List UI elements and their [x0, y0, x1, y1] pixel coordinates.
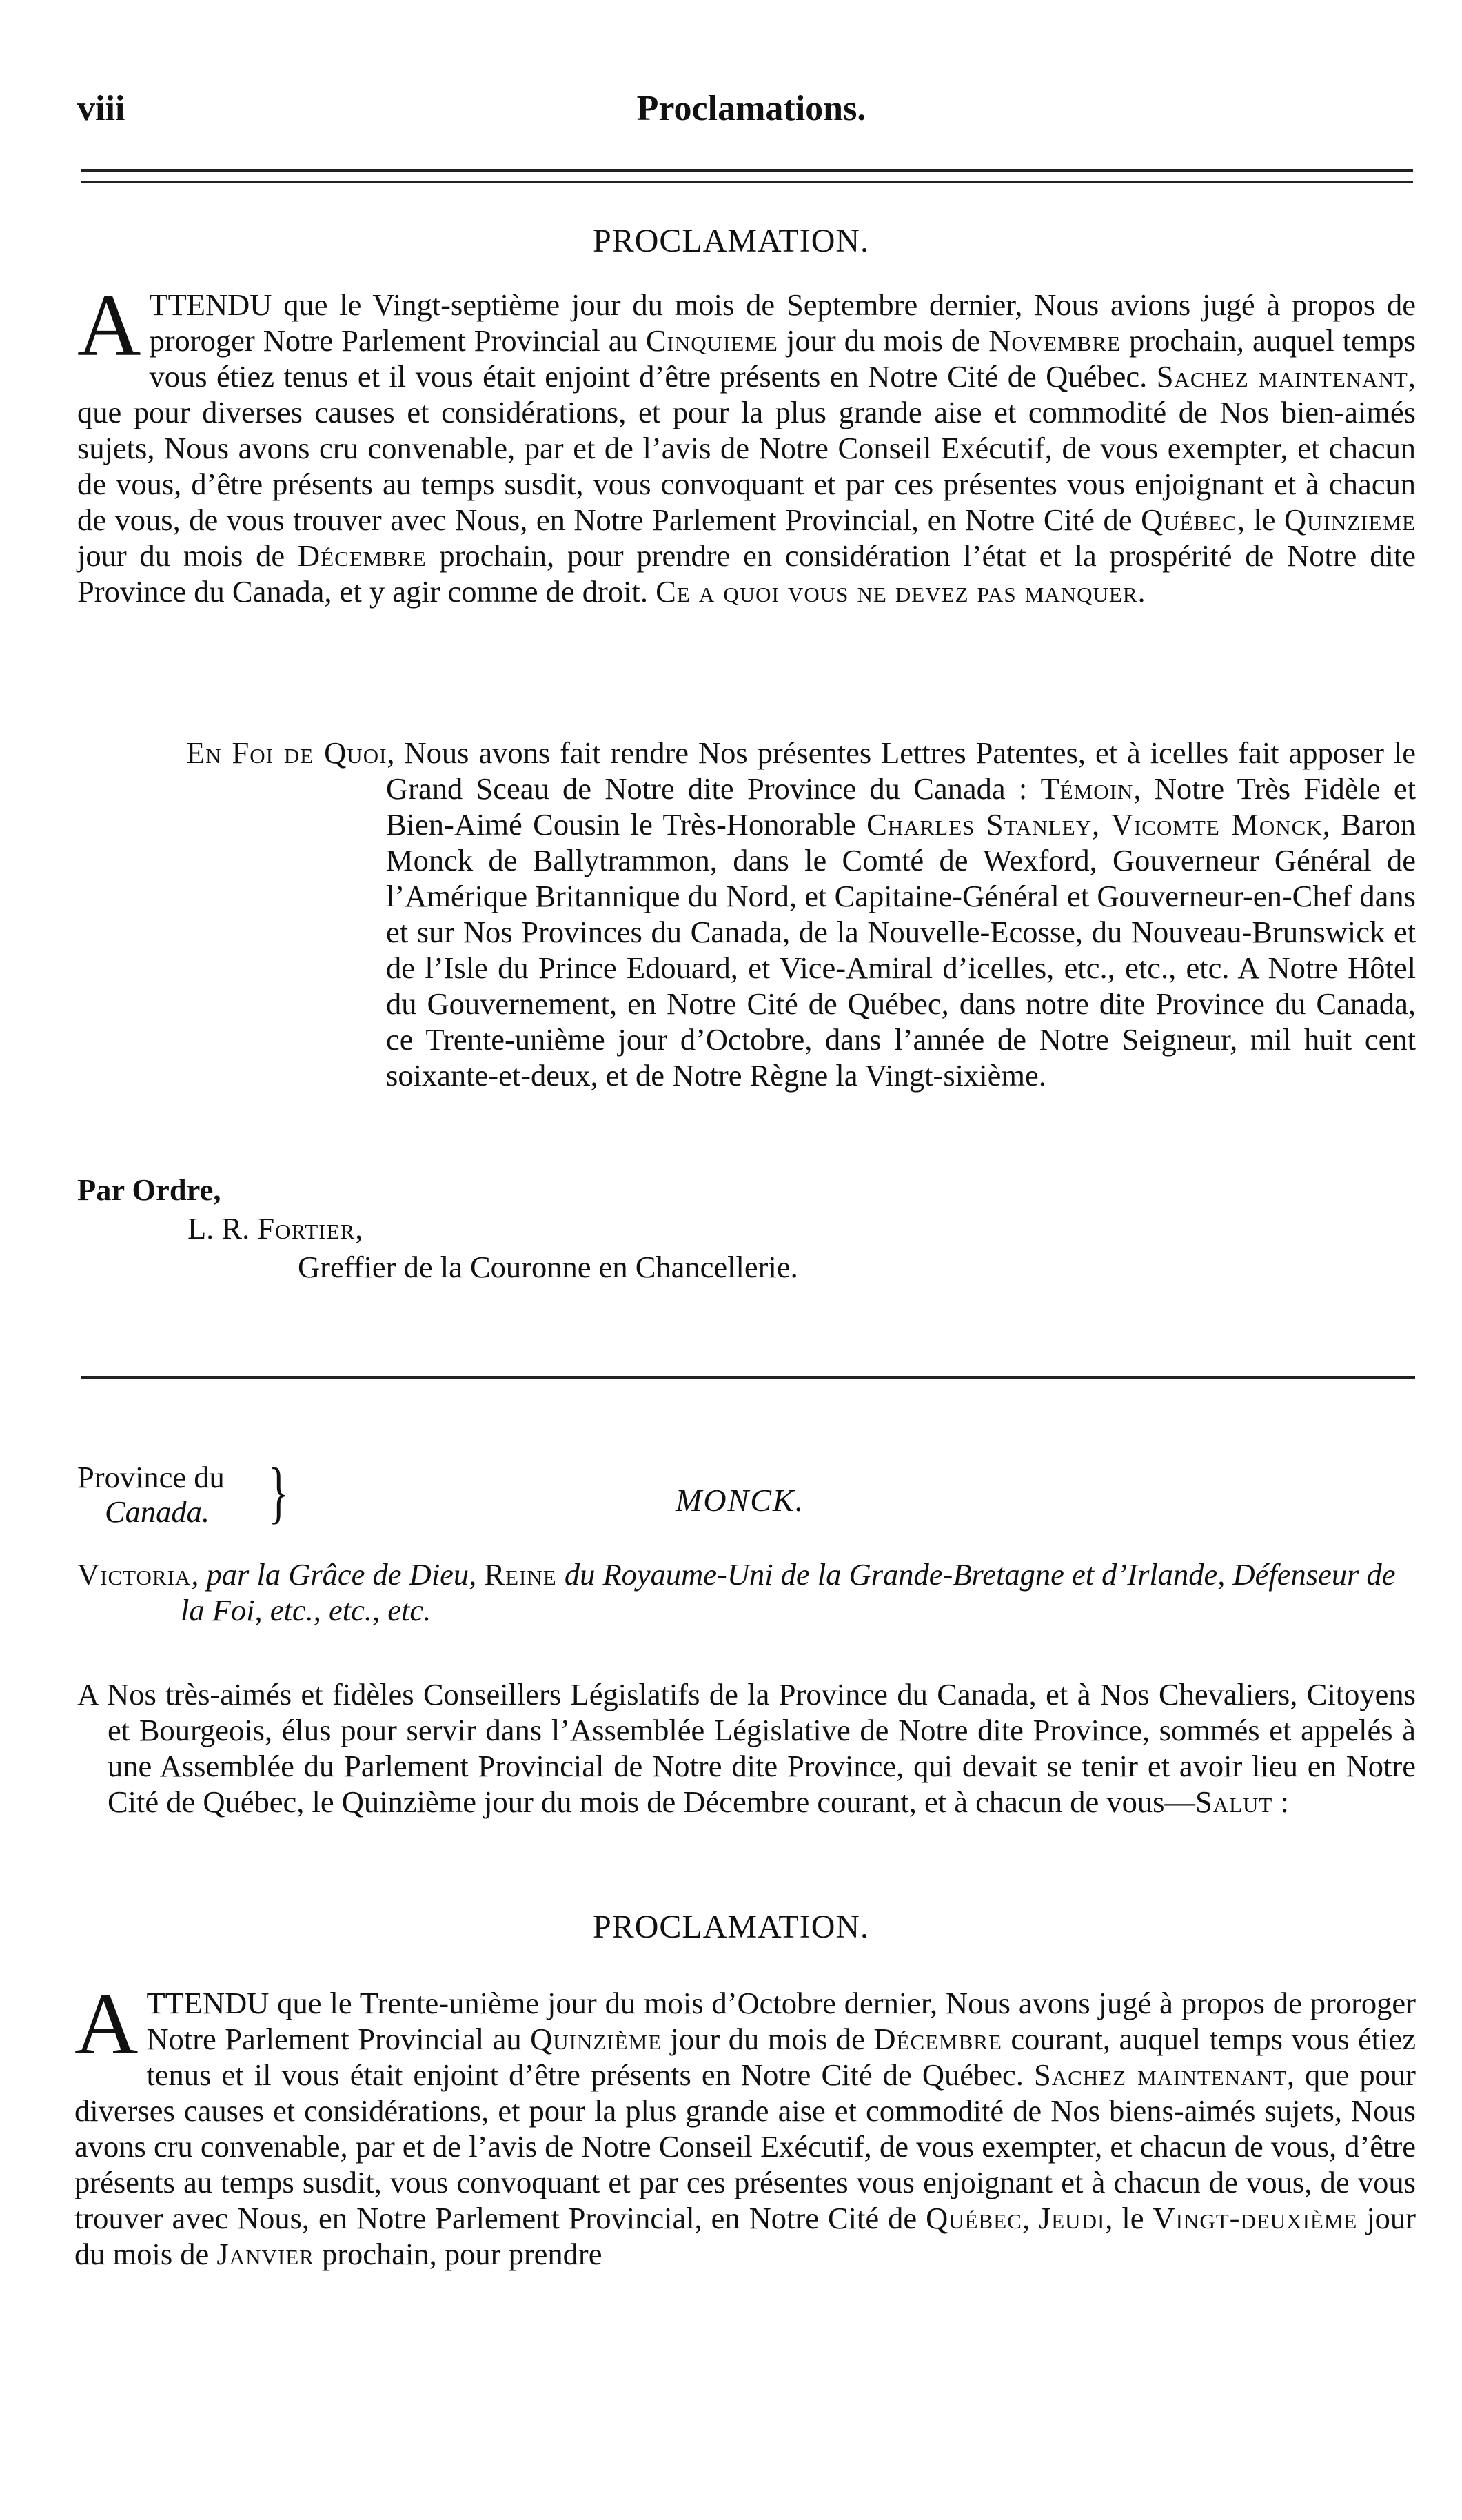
proclamation-body: ATTENDU que le Vingt-septième jour du mois de Septembre dernier, Nous avions jugé à propos de proroger Notre Parlement Provincial au Cinquieme jour du mois de Novembre prochain, auquel temps vous étiez tenus et il vous était enjoint d’être présents en Notre Cité de Québec. Sachez maintenant, que pour diverses causes et considérations, et pour la plus grande aise et commodité de Nos bien-aimés sujets, Nous avons cru convenable, par et de l’avis de Notre Conseil Exécutif, de vous exempter, et chacun de vous, d’être présents au temps susdit, vous convoquant et par ces présentes vous enjoignant et à chacun de vous, de vous trouver avec Nous, en Notre Parlement Provincial, en Notre Cité de Québec, le Quinzieme jour du mois de Décembre prochain, pour prendre en considération l’état et la prospérité de Notre dite Province du Canada, et y agir comme de droit. Ce a quoi vous ne devez pas manquer. [77, 276, 1416, 609]
header-rule-bottom [81, 181, 1413, 183]
page-number: viii [77, 89, 125, 128]
proclamation-heading-2: PROCLAMATION. [592, 1909, 870, 1945]
proclamation-heading: PROCLAMATION. [592, 223, 870, 259]
sovereign-title: Victoria, par la Grâce de Dieu, Reine du Royaume-Uni de la Grande-Bretagne et d’Irlande, Défenseur de la Foi, etc., etc., etc. [77, 1557, 1396, 1627]
drop-cap: A [77, 276, 141, 374]
brace-icon: } [268, 1454, 289, 1530]
signer-title: Greffier de la Couronne en Chancellerie. [298, 1250, 798, 1284]
witness-clause: En Foi de Quoi, Nous avons fait rendre Nos présentes Lettres Patentes, et à icelles fait apposer le Grand Sceau de Notre dite Province du Canada : Témoin, Notre Très Fidèle et Bien-Aimé Cousin le Très-Honorable Charles Stanley, Vicomte Monck, Baron Monck de Ballytrammon, dans le Comté de Wexford, Gouverneur Général de l’Amérique Britannique du Nord, et Capitaine-Général et Gouverneur-en-Chef dans et sur Nos Provinces du Canada, de la Nouvelle-Ecosse, du Nouveau-Brunswick et de l’Isle du Prince Edouard, et Vice-Amiral d’icelles, etc., etc., etc. A Notre Hôtel du Gouvernement, en Notre Cité de Québec, dans notre dite Province du Canada, ce Trente-unième jour d’Octobre, dans l’année de Notre Seigneur, mil huit cent soixante-et-deux, et de Notre Règne la Vingt-sixième. [186, 735, 1416, 1093]
signer: L. R. Fortier, [187, 1211, 364, 1246]
drop-cap-2: A [74, 1975, 139, 2073]
governor-name: MONCK. [676, 1483, 805, 1518]
witness-lead: En Foi de Quoi [186, 735, 387, 770]
section-divider [81, 1376, 1415, 1379]
par-ordre: Par Ordre, [77, 1172, 221, 1207]
province-label: Province du Canada. [77, 1460, 225, 1529]
proclamation-body-2: ATTENDU que le Trente-unième jour du mois d’Octobre dernier, Nous avons jugé à propos de proroger Notre Parlement Provincial au Quinzième jour du mois de Décembre courant, auquel temps vous étiez tenus et il vous était enjoint d’être présents en Notre Cité de Québec. Sachez maintenant, que pour diverses causes et considérations, et pour la plus grande aise et commodité de Nos biens-aimés sujets, Nous avons cru convenable, par et de l’avis de Notre Conseil Exécutif, de vous exempter, et chacun de vous, d’être présents au temps susdit, vous convoquant et par ces présentes vous enjoignant et à chacun de vous, de vous trouver avec Nous, en Notre Parlement Provincial, en Notre Cité de Québec, Jeudi, le Vingt-deuxième jour du mois de Janvier prochain, pour prendre [74, 1975, 1417, 2271]
header-rule-top [81, 169, 1413, 172]
running-title: Proclamations. [636, 89, 866, 128]
address-paragraph: A Nos très-aimés et fidèles Conseillers Législatifs de la Province du Canada, et à Nos Chevaliers, Citoyens et Bourgeois, élus pour servir dans l’Assemblée Législative de Notre dite Province, sommés et appelés à une Assemblée du Parlement Provincial de Notre dite Province, qui devait se tenir et avoir lieu en Notre Cité de Québec, le Quinzième jour du mois de Décembre courant, et à chacun de vous—Salut : [77, 1677, 1416, 1819]
